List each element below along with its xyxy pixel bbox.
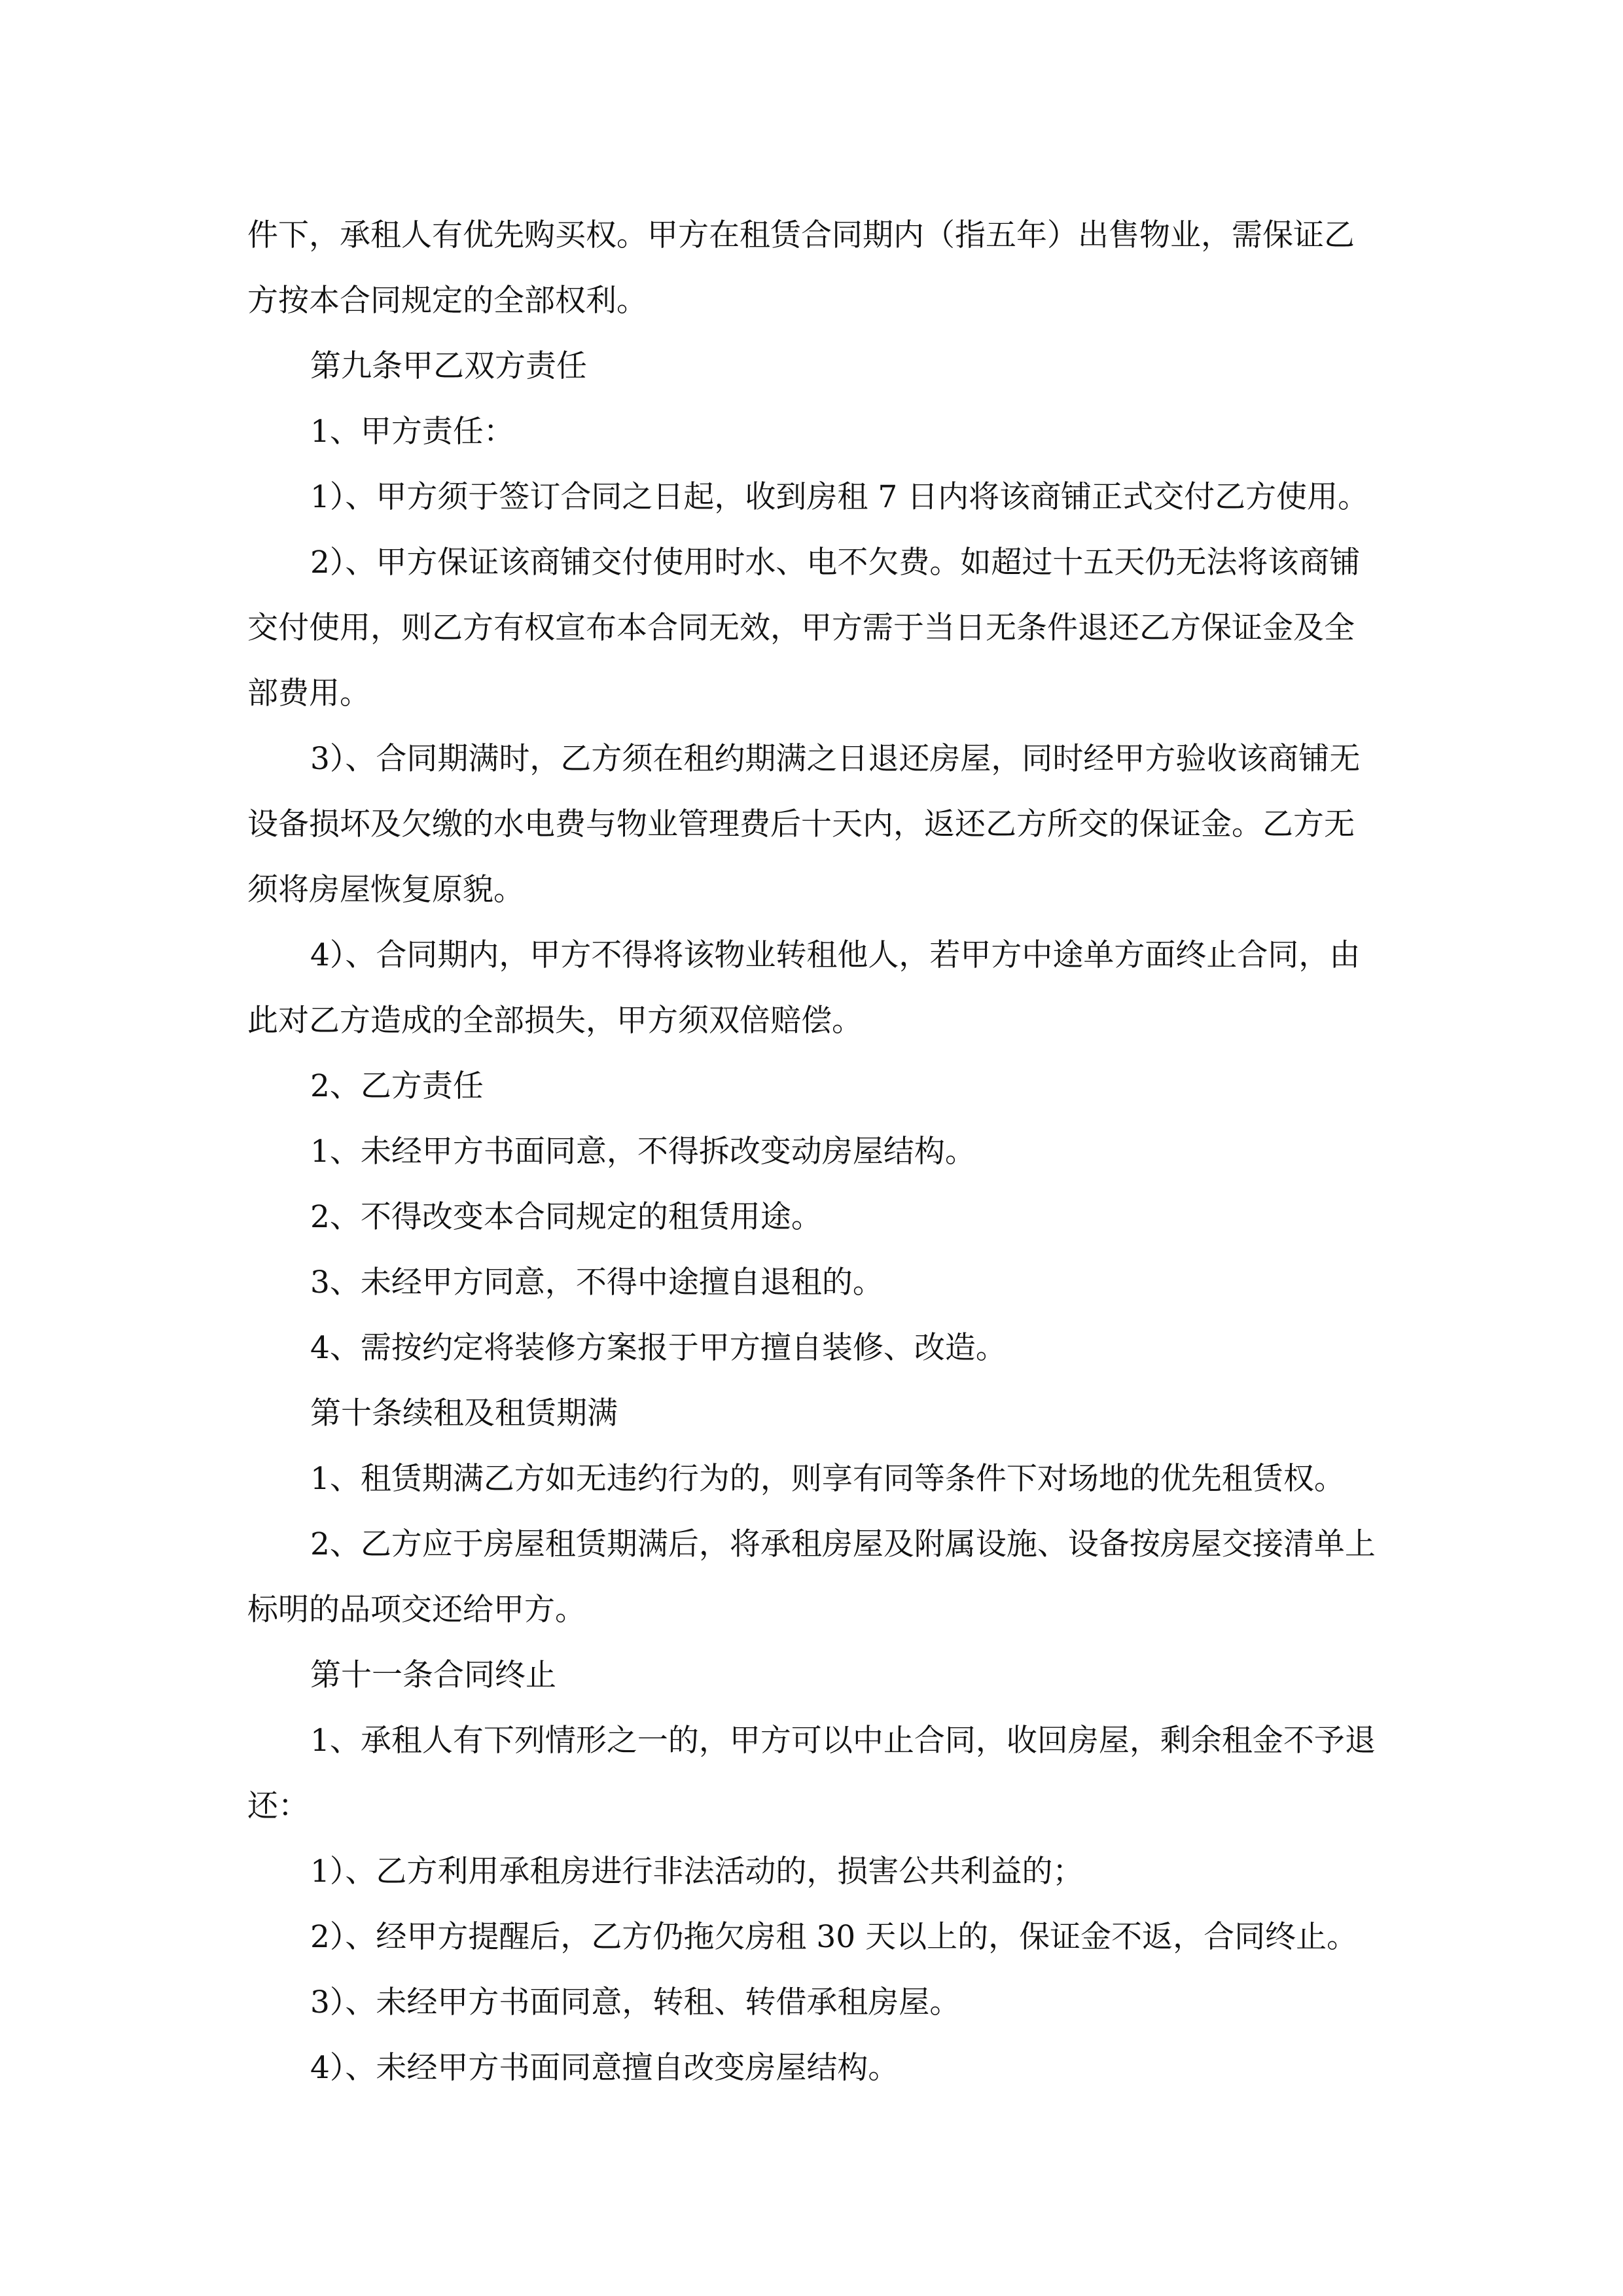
clause-party-a-3: 3）、合同期满时，乙方须在租约期满之日退还房屋，同时经甲方验收该商铺无设备损坏及欠缴的水电费与物业管理费后十天内，返还乙方所交的保证金。乙方无须将房屋恢复原貌。 <box>247 741 1361 908</box>
clause-renewal-1: 1、租赁期满乙方如无违约行为的，则享有同等条件下对场地的优先租赁权。 <box>310 1461 1345 1497</box>
clause-party-a-2: 2）、甲方保证该商铺交付使用时水、电不欠费。如超过十五天仍无法将该商铺交付使用，则乙方有权宣布本合同无效，甲方需于当日无条件退还乙方保证金及全部费用。 <box>247 545 1361 711</box>
paragraph-continuation: 件下，承租人有优先购买权。甲方在租赁合同期内（指五年）出售物业，需保证乙方按本合同规定的全部权利。 <box>247 217 1355 319</box>
document-body <box>247 203 1380 2101</box>
clause-party-b-1: 1、未经甲方书面同意，不得拆改变动房屋结构。 <box>310 1134 976 1170</box>
clause-termination-sub-4: 4）、未经甲方书面同意擅自改变房屋结构。 <box>310 2050 899 2086</box>
clause-termination-sub-2: 2）、经甲方提醒后，乙方仍拖欠房租 30 天以上的，保证金不返，合同终止。 <box>310 1919 1358 1955</box>
article-heading-10: 第十条续租及租赁期满 <box>310 1395 618 1431</box>
article-heading-11: 第十一条合同终止 <box>310 1657 556 1693</box>
article-heading-9: 第九条甲乙双方责任 <box>310 348 587 384</box>
clause-party-a-1: 1）、甲方须于签订合同之日起，收到房租 7 日内将该商铺正式交付乙方使用。 <box>310 479 1369 515</box>
clause-termination-sub-3: 3）、未经甲方书面同意，转租、转借承租房屋。 <box>310 1984 961 2020</box>
clause-party-a-4: 4）、合同期内，甲方不得将该物业转租他人，若甲方中途单方面终止合同，由此对乙方造成的全部损失，甲方须双倍赔偿。 <box>247 937 1361 1039</box>
clause-party-b-4: 4、需按约定将装修方案报于甲方擅自装修、改造。 <box>310 1330 1007 1366</box>
clause-termination-sub-1: 1）、乙方利用承租房进行非法活动的，损害公共利益的； <box>310 1854 1084 1890</box>
section-heading-party-b: 2、乙方责任 <box>310 1068 484 1104</box>
clause-renewal-2: 2、乙方应于房屋租赁期满后，将承租房屋及附属设施、设备按房屋交接清单上标明的品项交还给甲方。 <box>247 1526 1376 1628</box>
section-heading-party-a: 1、甲方责任： <box>310 414 514 450</box>
clause-party-b-3: 3、未经甲方同意，不得中途擅自退租的。 <box>310 1265 883 1300</box>
clause-termination-1: 1、承租人有下列情形之一的，甲方可以中止合同，收回房屋，剩余租金不予退还： <box>247 1723 1376 1824</box>
clause-party-b-2: 2、不得改变本合同规定的租赁用途。 <box>310 1199 822 1235</box>
